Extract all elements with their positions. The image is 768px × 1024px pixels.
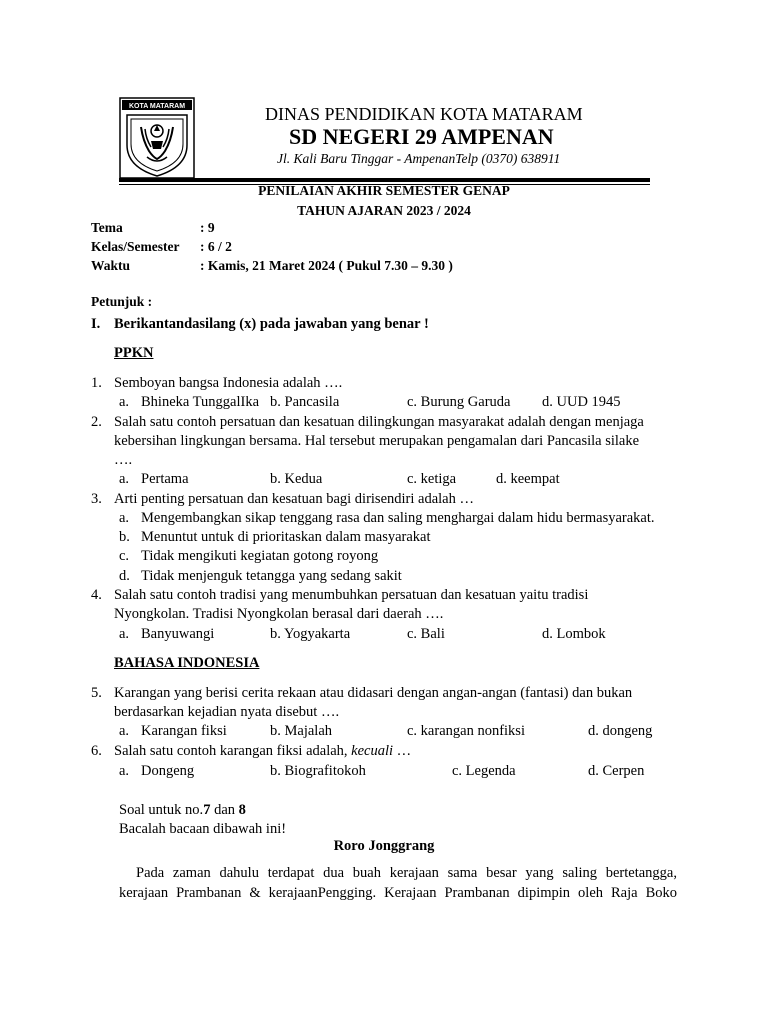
q1-option-c: c. Burung Garuda [407, 394, 511, 410]
q5-text-line2: berdasarkan kejadian nyata disebut …. [114, 704, 340, 720]
q4-option-d: d. Lombok [542, 626, 606, 642]
q1-text: Semboyan bangsa Indonesia adalah …. [114, 375, 343, 391]
q5-text-line1: Karangan yang berisi cerita rekaan atau didasari dengan angan-angan (fantasi) dan bukan [114, 685, 633, 701]
q4-option-c: c. Bali [407, 626, 445, 642]
q3-option-a-letter: a. [119, 510, 130, 526]
q6-text-main: Salah satu contoh karangan fiksi adalah, [114, 743, 352, 759]
q5-option-d: d. dongeng [588, 723, 653, 739]
q5-option-a-letter: a. [119, 723, 130, 739]
q1-number: 1. [91, 375, 102, 391]
q4-option-a-letter: a. [119, 626, 130, 642]
reading-note [119, 801, 246, 819]
q6-text [114, 742, 411, 760]
header-rule-thick [119, 178, 650, 182]
reading-note-number-8: 8 [238, 802, 246, 818]
section-bahasa-indonesia: BAHASA INDONESIA [114, 655, 260, 671]
reading-title: Roro Jonggrang [333, 838, 435, 854]
logo-text: KOTA MATARAM [128, 103, 186, 110]
q4-option-b: b. Yogyakarta [270, 626, 351, 642]
q6-option-c: c. Legenda [452, 763, 516, 779]
q6-option-a-letter: a. [119, 763, 130, 779]
q5-option-c: c. karangan nonfiksi [407, 723, 525, 739]
q2-text-line1: Salah satu contoh persatuan dan kesatuan dilingkungan masyarakat adalah dengan menjaga [114, 414, 644, 430]
reading-instruction: Bacalah bacaan dibawah ini! [119, 821, 287, 837]
exam-year: TAHUN AJARAN 2023 / 2024 [297, 203, 471, 218]
section-ppkn: PPKN [114, 345, 154, 361]
reading-note-number-7: 7 [203, 802, 211, 818]
q2-option-a-letter: a. [119, 471, 130, 487]
q6-text-italic: kecuali [351, 743, 394, 759]
school-logo [119, 97, 195, 179]
reading-paragraph-line2: kerajaan Prambanan & kerajaanPengging. Kerajaan Prambanan dipimpin oleh Raja Boko [119, 885, 677, 901]
q3-option-c-letter: c. [119, 548, 130, 564]
school-address: Jl. Kali Baru Tinggar - AmpenanTelp (0370) 638911 [277, 151, 561, 166]
q2-option-d: d. keempat [496, 471, 560, 487]
q6-option-a: Dongeng [141, 763, 195, 779]
q4-number: 4. [91, 587, 102, 603]
q2-option-b: b. Kedua [270, 471, 323, 487]
q1-option-d: d. UUD 1945 [542, 394, 621, 410]
instructions-roman: I. [91, 316, 101, 332]
q6-option-d: d. Cerpen [588, 763, 645, 779]
q2-number: 2. [91, 414, 102, 430]
q3-option-b: Menuntut untuk di prioritaskan dalam masyarakat [141, 529, 431, 545]
school-name: SD NEGERI 29 AMPENAN [289, 124, 554, 149]
q1-option-b: b. Pancasila [270, 394, 340, 410]
q3-text: Arti penting persatuan dan kesatuan bagi dirisendiri adalah … [114, 491, 474, 507]
q2-text-line3: …. [114, 452, 133, 468]
q3-option-d-letter: d. [119, 568, 130, 584]
meta-label-tema: Tema [91, 220, 123, 235]
instructions-text: Berikantandasilang (x) pada jawaban yang benar ! [114, 316, 429, 332]
q3-number: 3. [91, 491, 102, 507]
q4-text-line1: Salah satu contoh tradisi yang menumbuhkan persatuan dan kesatuan yaitu tradisi [114, 587, 589, 603]
q4-text-line2: Nyongkolan. Tradisi Nyongkolan berasal dari daerah …. [114, 606, 444, 622]
reading-paragraph-line1: Pada zaman dahulu terdapat dua buah kerajaan sama besar yang saling bertetangga, [136, 865, 677, 881]
reading-note-prefix: Soal untuk no. [119, 802, 204, 818]
q4-option-a: Banyuwangi [141, 626, 215, 642]
meta-label-waktu: Waktu [91, 258, 131, 273]
q5-option-b: b. Majalah [270, 723, 333, 739]
q6-text-end: … [393, 743, 412, 759]
q2-option-c: c. ketiga [407, 471, 457, 487]
q3-option-a: Mengembangkan sikap tenggang rasa dan saling menghargai dalam hidu bermasyarakat. [141, 510, 655, 526]
q6-number: 6. [91, 743, 102, 759]
q3-option-b-letter: b. [119, 529, 130, 545]
q1-option-a-letter: a. [119, 394, 130, 410]
q2-text-line2: kebersihan lingkungan bersama. Hal tersebut merupakan pengamalan dari Pancasila silake [114, 433, 640, 449]
meta-label-kelas: Kelas/Semester [91, 239, 180, 254]
meta-value-tema: : 9 [200, 220, 215, 235]
agency-name: DINAS PENDIDIKAN KOTA MATARAM [265, 104, 583, 124]
q5-number: 5. [91, 685, 102, 701]
reading-note-mid: dan [210, 802, 239, 818]
q5-option-a: Karangan fiksi [141, 723, 227, 739]
meta-value-waktu: : Kamis, 21 Maret 2024 ( Pukul 7.30 – 9.30 ) [200, 258, 453, 273]
q3-option-d: Tidak menjenguk tetangga yang sedang sakit [141, 568, 402, 584]
q3-option-c: Tidak mengikuti kegiatan gotong royong [141, 548, 379, 564]
q2-option-a: Pertama [141, 471, 189, 487]
q6-option-b: b. Biografitokoh [270, 763, 366, 779]
q1-option-a: Bhineka TunggalIka [141, 394, 260, 410]
exam-title: PENILAIAN AKHIR SEMESTER GENAP [258, 183, 510, 198]
meta-value-kelas: : 6 / 2 [200, 239, 232, 254]
instructions-label: Petunjuk : [91, 294, 153, 309]
